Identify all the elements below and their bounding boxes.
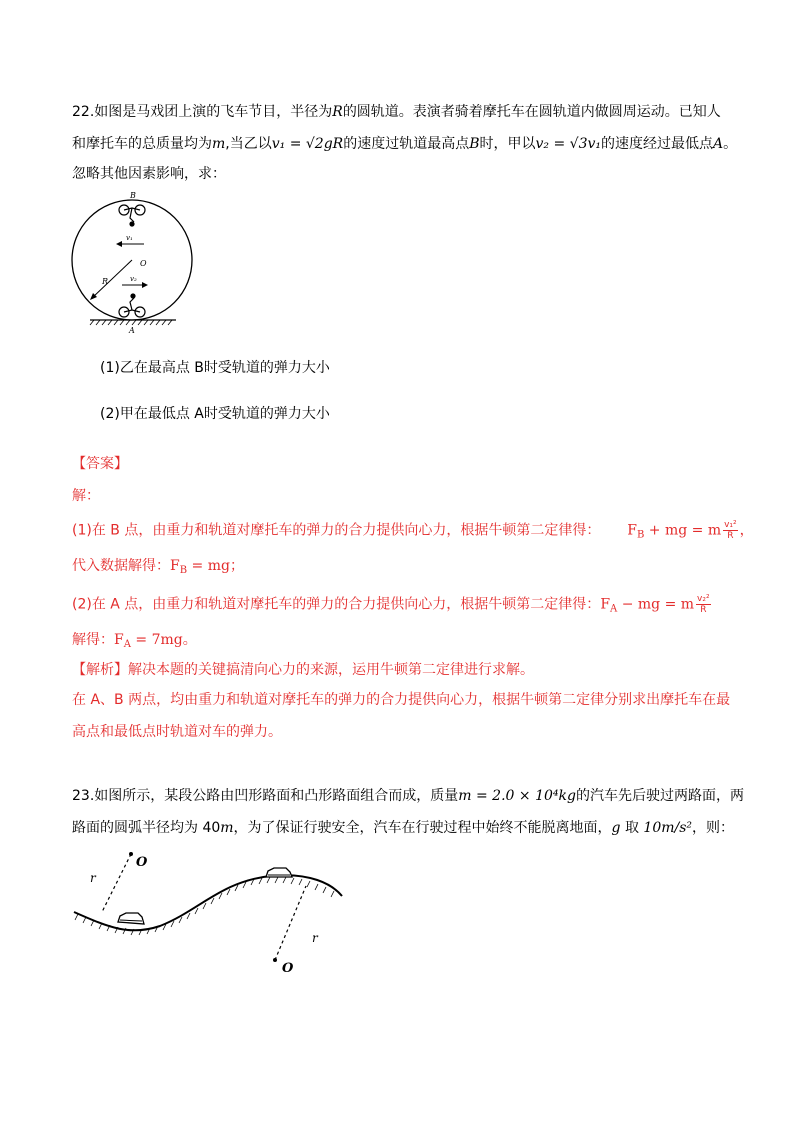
q23-text: 的汽车先后驶过两路面，两: [575, 788, 744, 804]
analysis-header: 【解析】: [72, 662, 128, 678]
v2-arrowhead: [142, 282, 148, 288]
answer-text: (1)在 B 点，由重力和轨道对摩托车的弹力的合力提供向心力，根据牛顿第二定律得：: [72, 522, 601, 539]
q22-text: 。: [723, 136, 738, 152]
answer-header: 【答案】: [72, 456, 128, 472]
answer-jie: 解：: [72, 488, 100, 504]
eq2-end: = mg；: [187, 558, 244, 574]
q23-text: ，则：: [692, 820, 735, 836]
road-curve: [74, 875, 342, 930]
symbol-A: A: [713, 136, 724, 152]
v2-expression: v₂ = √3v₁: [535, 136, 602, 152]
q22-line-2: [72, 134, 737, 154]
symbol-B: B: [469, 136, 480, 152]
radius-dashed-left: [102, 854, 131, 912]
answer-step-3: [72, 594, 713, 620]
symbol-m: m: [212, 136, 226, 152]
eq1-sub: B: [636, 529, 645, 541]
eq4-end: = 7mg。: [130, 632, 197, 648]
answer-step-1: [72, 520, 754, 546]
radius-line: [92, 260, 132, 298]
label-O: O: [140, 259, 147, 268]
motorcycle-top-icon: [119, 205, 145, 226]
label-v1: v₁: [126, 234, 133, 242]
radius-dashed-right: [275, 886, 306, 960]
circular-track-figure: [66, 188, 206, 336]
q23-text: 取: [620, 820, 644, 836]
eq4-sub: A: [123, 639, 131, 650]
eq2-sub: B: [179, 565, 188, 576]
answer-text: 代入数据解得：: [72, 558, 170, 574]
label-A: A: [129, 326, 135, 335]
q22-text: 22.如图是马戏团上演的飞车节目，半径为: [72, 104, 333, 120]
analysis-text: 解决本题的关键搞清向心力的来源，运用牛顿第二定律进行求解。: [128, 662, 534, 678]
eq3-fraction: [696, 594, 711, 615]
q23-text: 23.如图所示，某段公路由凹形路面和凸形路面组合而成，质量: [72, 788, 459, 804]
symbol-g: g: [611, 820, 621, 836]
answer-text: (2)在 A 点，由重力和轨道对摩托车的弹力的合力提供向心力，根据牛顿第二定律得：: [72, 596, 601, 613]
car-hill-icon: [266, 868, 292, 877]
eq1-denominator: R: [727, 531, 734, 541]
eq4-F: F: [114, 632, 124, 648]
eq3-sub: A: [610, 603, 618, 615]
road-figure: [70, 846, 344, 978]
q23-line-1: [72, 786, 744, 806]
q22-text: 的圆轨道。表演者骑着摩托车在圆轨道内做圆周运动。已知人: [342, 104, 721, 120]
q22-text: 忽略其他因素影响，求：: [72, 166, 226, 182]
eq3-numerator: v₂²: [697, 594, 710, 604]
q22-text: 时，甲以: [479, 136, 536, 152]
eq1-end: ，: [739, 522, 754, 539]
g-value: 10m/s²: [643, 820, 693, 836]
motorcycle-bottom-icon: [119, 294, 145, 317]
answer-text: 解得：: [72, 632, 114, 648]
unit-m: m: [220, 820, 234, 836]
label-r-right: r: [312, 931, 318, 945]
v1-arrowhead: [116, 241, 122, 247]
answer-step-2: [72, 556, 244, 581]
eq2-F: F: [170, 558, 180, 574]
q22-line-1: [72, 102, 721, 122]
eq3-F: F: [600, 596, 611, 613]
label-O-bottom: O: [282, 961, 294, 976]
q23-line-2: [72, 818, 734, 838]
analysis-line-3: 高点和最低点时轨道对车的弹力。: [72, 724, 282, 740]
q22-subquestion-2: (2)甲在最低点 A时受轨道的弹力大小: [100, 406, 330, 422]
q22-text: ,当乙以: [225, 136, 272, 152]
ground-hatch: [90, 320, 172, 325]
eq3-denominator: R: [700, 605, 707, 615]
q22-text: 的速度过轨道最高点: [343, 136, 470, 152]
eq1-mid: + mg = m: [644, 522, 722, 539]
v1-expression: v₁ = √2gR: [271, 136, 344, 152]
road-hatch: [75, 877, 334, 935]
q22-line-3: [72, 164, 226, 184]
q23-text: ，为了保证行驶安全，汽车在行驶过程中始终不能脱离地面，: [233, 820, 612, 836]
answer-step-4: [72, 630, 197, 655]
label-O-top: O: [136, 855, 148, 870]
mass-expression: m = 2.0 × 10⁴kg: [458, 788, 576, 804]
q22-text: 和摩托车的总质量均为: [72, 136, 212, 152]
symbol-R: R: [332, 104, 343, 120]
q23-text: 路面的圆弧半径均为 40: [72, 820, 221, 836]
analysis-line-2: 在 A、B 两点，均由重力和轨道对摩托车的弹力的合力提供向心力，根据牛顿第二定律分别求出摩托车在最: [72, 692, 731, 708]
eq1-fraction: [723, 520, 738, 541]
eq1-F: F: [627, 522, 637, 539]
label-v2: v₂: [130, 275, 137, 283]
label-r-left: r: [90, 871, 96, 885]
q22-subquestion-1: (1)乙在最高点 B时受轨道的弹力大小: [100, 360, 330, 376]
label-B: B: [130, 191, 136, 200]
eq3-mid: − mg = m: [617, 596, 695, 613]
label-R: R: [102, 277, 109, 286]
car-valley-icon: [118, 913, 144, 924]
analysis-line-1: [72, 660, 534, 680]
eq1-numerator: v₁²: [724, 520, 737, 530]
q22-text: 的速度经过最低点: [601, 136, 714, 152]
